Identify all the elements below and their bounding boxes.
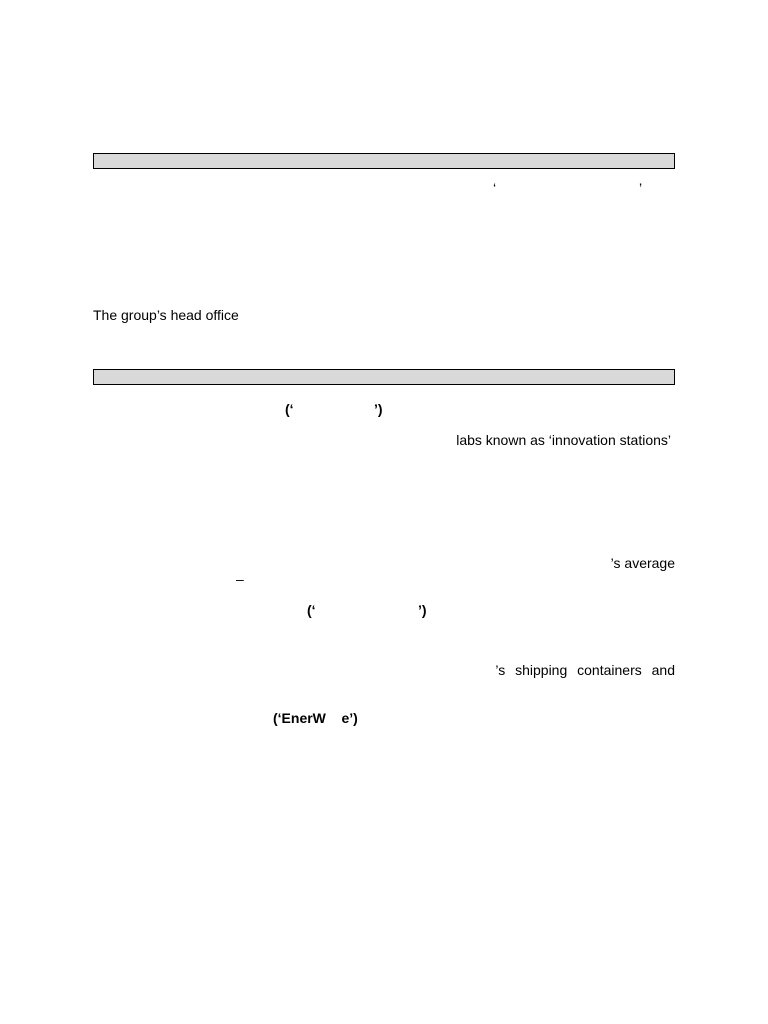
head-office-text: The group’s head office — [93, 307, 239, 323]
dash-mark: – — [236, 571, 244, 587]
innovation-stations-text: labs known as ‘innovation stations’ — [456, 432, 671, 448]
section-heading-bar-1 — [93, 153, 675, 169]
shipping-containers-text: ’s shipping containers and — [495, 662, 675, 678]
quote-close-mark: ’ — [639, 180, 643, 196]
paren-quote-close-2: ’) — [418, 602, 427, 618]
section-heading-bar-2 — [93, 369, 675, 385]
enerwave-label: (‘EnerW e’) — [273, 710, 358, 726]
paren-quote-close-1: ’) — [374, 401, 383, 417]
paren-quote-open-1: (‘ — [285, 401, 294, 417]
quote-open-mark: ‘ — [493, 180, 497, 196]
average-text: ’s average — [610, 555, 675, 571]
paren-quote-open-2: (‘ — [307, 602, 316, 618]
